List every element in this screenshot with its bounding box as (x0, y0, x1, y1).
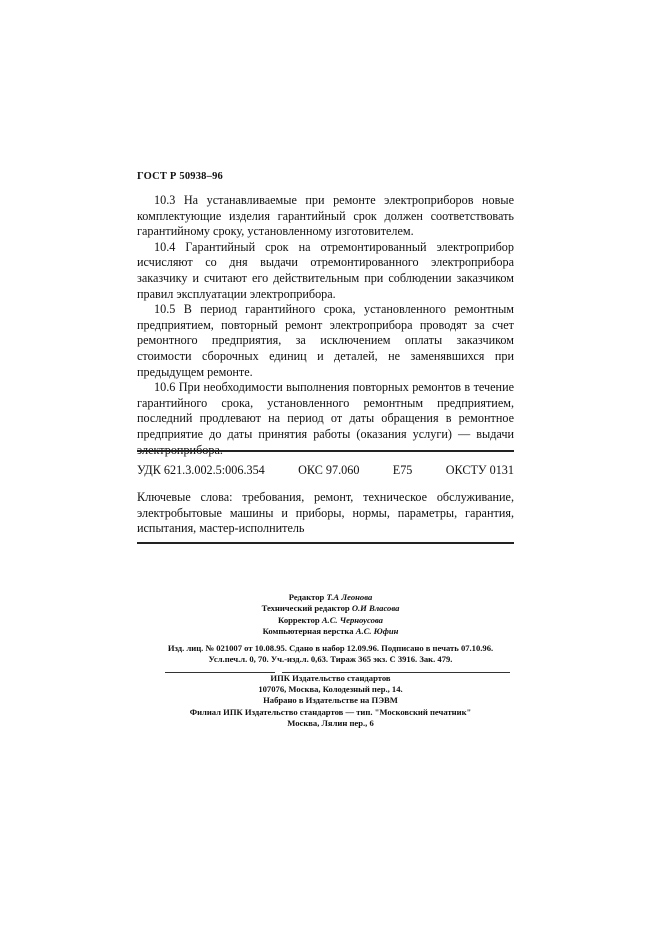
printer-line-1: ИПК Издательство стандартов (270, 673, 391, 683)
credit-editor: Редактор Т.А Леонова (288, 592, 373, 602)
printer-line-4: Филиал ИПК Издательство стандартов — тип. "Московский печатник" (189, 706, 472, 717)
publication-line-2: Усл.печ.л. 0, 70. Уч.-изд.л. 0,63. Тираж 365 экз. С 3916. Зак. 479. (208, 654, 453, 665)
credit-corrector: Корректор А.С. Черноусова (278, 614, 383, 625)
publication-line-1: Изд. лиц. № 021007 от 10.08.95. Сдано в набор 12.09.96. Подписано в печать 07.10.96. (167, 643, 494, 653)
bottom-divider (137, 542, 514, 544)
okstu-code: ОКСТУ 0131 (445, 463, 514, 477)
group-code: Е75 (392, 463, 413, 477)
classification-codes (137, 463, 514, 478)
udk-code: УДК 621.3.002.5:006.354 (137, 463, 265, 477)
printer-line-2: 107076, Москва, Колодезный пер., 14. (258, 684, 403, 695)
keywords: Ключевые слова: требования, ремонт, техническое обслуживание, электробытовые машины и приборы, нормы, параметры, гарантия, испытания, мастер-исполнитель (137, 490, 514, 536)
paragraph-10-4: 10.4 Гарантийный срок на отремонтированный электроприбор исчисляют со дня выдачи отремонтированного электроприбора заказчику и считают его действительным при соблюдении заказчиком правил эксплуатации электроприбора. (137, 239, 514, 301)
printer-info (0, 673, 661, 729)
paragraph-10-6: 10.6 При необходимости выполнения повторных ремонтов в течение гарантийного срока, установленного ремонтным предприятием, последний продлевают на период от даты обращения в ремонтное предприятие до даты принятия работы (оказания услуги) — выдачи электроприбора. (137, 380, 514, 457)
credit-tech-editor: Технический редактор О.И Власова (261, 603, 400, 614)
editorial-credits (0, 592, 661, 638)
paragraph-10-3: 10.3 На устанавливаемые при ремонте электроприборов новые комплектующие изделия гарантийный срок должен соответствовать гарантийному сроку, установленному изготовителем. (137, 193, 514, 239)
oks-code: ОКС 97.060 (298, 463, 360, 477)
publication-info (0, 643, 661, 666)
credit-layout: Компьютерная верстка А.С. Юфин (262, 626, 399, 637)
main-text (137, 193, 514, 458)
printer-line-3: Набрано в Издательстве на ПЭВМ (263, 695, 398, 706)
document-code: ГОСТ Р 50938–96 (137, 171, 223, 182)
top-divider (137, 450, 514, 452)
paragraph-10-5: 10.5 В период гарантийного срока, установленного ремонтным предприятием, повторный ремонт электроприбора проводят за счет ремонтного предприятия, за исключением оплаты заказчиком стоимости сборочных единиц и деталей, не заменявшихся при предыдущем ремонте. (137, 302, 514, 379)
printer-line-5: Москва, Лялин пер., 6 (287, 717, 374, 728)
